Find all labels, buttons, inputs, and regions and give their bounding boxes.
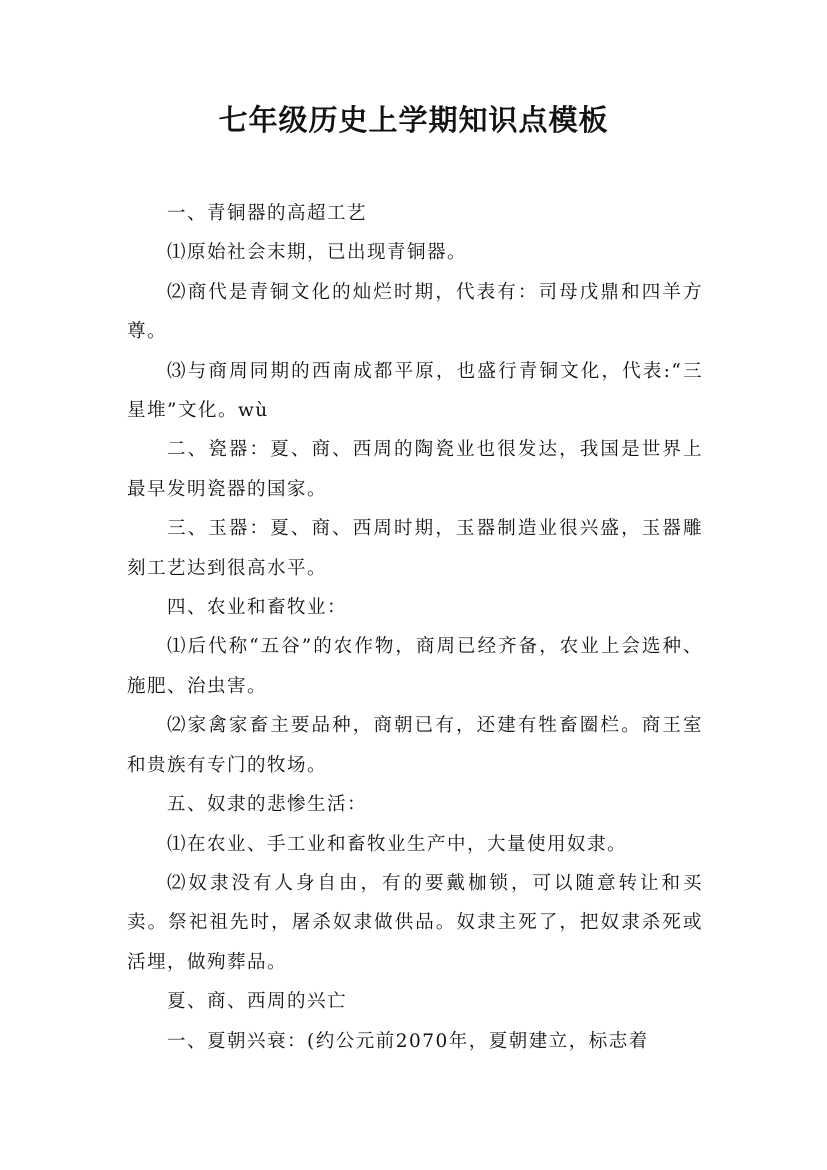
paragraph: 五、奴隶的悲惨生活： xyxy=(167,794,368,816)
paragraph: 一、青铜器的高超工艺 xyxy=(167,203,368,224)
document-body xyxy=(127,194,703,1061)
document-title: 七年级历史上学期知识点模板 xyxy=(218,103,609,137)
paragraph: ⑵商代是青铜文化的灿烂时期，代表有：司母戊鼎和四羊方尊。 xyxy=(127,281,703,343)
paragraph: 二、瓷器：夏、商、西周的陶瓷业也很发达，我国是世界上最早发明瓷器的国家。 xyxy=(127,439,703,500)
paragraph: ⑶与商周同期的西南成都平原，也盛行青铜文化，代表:“三星堆”文化。wù xyxy=(127,360,703,422)
paragraph: 夏、商、西周的兴亡 xyxy=(167,991,348,1013)
paragraph: ⑴在农业、手工业和畜牧业生产中，大量使用奴隶。 xyxy=(167,833,628,855)
paragraph: ⑵家禽家畜主要品种，商朝已有，还建有牲畜圈栏。商王室和贵族有专门的牧场。 xyxy=(127,715,703,776)
paragraph: ⑴原始社会末期，已出现青铜器。 xyxy=(167,242,468,264)
paragraph: 四、农业和畜牧业： xyxy=(167,597,348,619)
paragraph: ⑵奴隶没有人身自由，有的要戴枷锁，可以随意转让和买卖。祭祀祖先时，屠杀奴隶做供品。奴隶主死了，把奴隶杀死或活埋，做殉葬品。 xyxy=(127,872,703,973)
paragraph: ⑴后代称“五谷”的农作物，商周已经齐备，农业上会选种、施肥、治虫害。 xyxy=(127,636,703,697)
paragraph: 三、玉器：夏、商、西周时期，玉器制造业很兴盛，玉器雕刻工艺达到很高水平。 xyxy=(127,518,703,579)
paragraph: 一、夏朝兴衰：(约公元前2070年，夏朝建立，标志着 xyxy=(167,1030,649,1052)
